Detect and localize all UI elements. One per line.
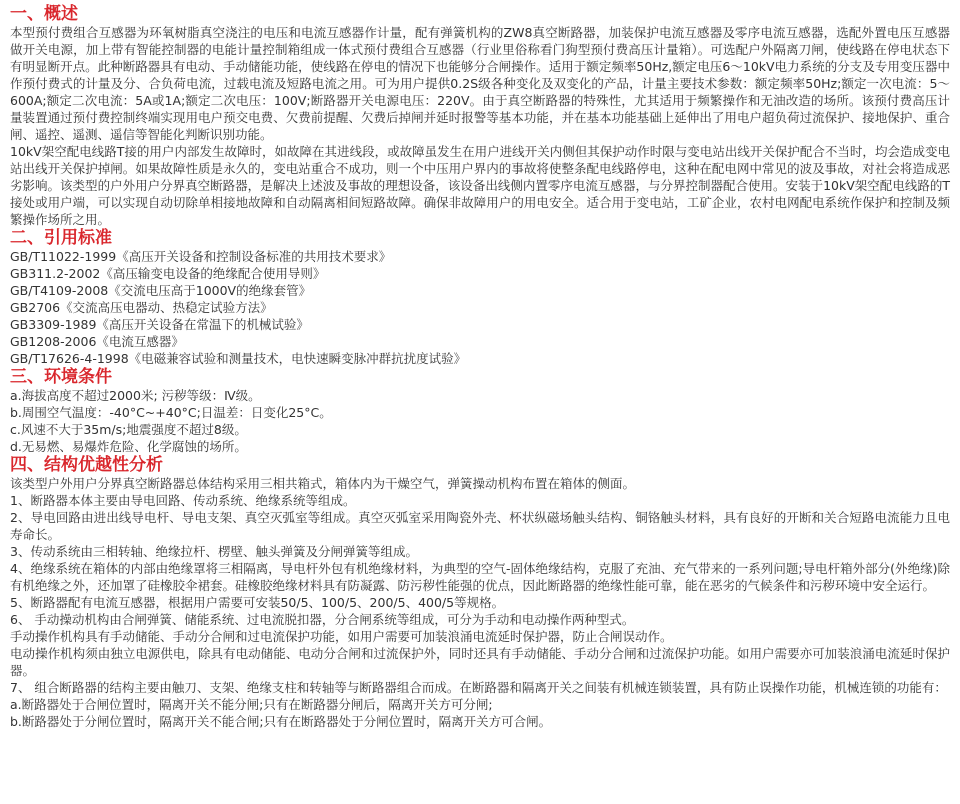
standard-item: GB/T11022-1999《高压开关设备和控制设备标准的共用技术要求》	[10, 249, 392, 264]
environment-item: d.无易燃、易爆炸危险、化学腐蚀的场所。	[10, 439, 247, 454]
section-heading-structure: 四、结构优越性分析	[10, 455, 163, 475]
standard-item: GB/T4109-2008《交流电压高于1000V的绝缘套管》	[10, 283, 312, 298]
standard-item: GB3309-1989《高压开关设备在常温下的机械试验》	[10, 317, 309, 332]
standard-item: GB311.2-2002《高压输变电设备的绝缘配合使用导则》	[10, 266, 326, 281]
section-heading-environment: 三、环境条件	[10, 367, 112, 387]
structure-paragraph: 7、 组合断路器的结构主要由触刀、支架、绝缘支柱和转轴等与断路器组合而成。在断路器和隔离开关之间装有机械连锁装置，具有防止误操作功能，机械连锁的功能有：	[10, 680, 947, 695]
environment-item: a.海拔高度不超过2000米; 污秽等级：Ⅳ级。	[10, 388, 261, 403]
overview-paragraph-1: 本型预付费组合互感器为环氧树脂真空浇注的电压和电流互感器作计量，配有弹簧机构的ZW8真空断路器，加装保护电流互感器及零序电流互感器，选配外置电压互感器做开关电源，加上带有智能控制器的电能计量控制箱组成一体式预付费组合互感器（行业里俗称看门狗型预付费高压计量箱）。可选配户外隔离刀闸，使线路在停电状态下有明显断开点。此种断路器具有电动、手动储能功能，使线路在停电的情况下也能够分合闸操作。适用于额定频率50Hz,额定电压6～10kV电力系统的分支及专用变压器中作预付费式的计量及分、合负荷电流，过载电流及短路电流之用。可为用户提供0.2S级各种变化及双变化的产品，计量主要技术参数：额定频率50Hz;额定一次电流：5～600A;额定二次电流：5A或1A;额定二次电压：100V;断路器开关电源电压：220V。由于真空断路器的特殊性，尤其适用于频繁操作和无油改造的场所。该预付费高压计量装置通过预付费控制终端实现用电户预交电费、欠费前提醒、欠费后掉闸并延时报警等基本功能，并在基本功能基础上延伸出了用电户超负荷过流保护、接地保护、重合闸、遥控、遥测、遥信等智能化判断识别功能。	[10, 25, 950, 142]
environment-item: c.风速不大于35m/s;地震强度不超过8级。	[10, 422, 247, 437]
section-heading-standards: 二、引用标准	[10, 228, 112, 248]
structure-paragraph: 2、导电回路由进出线导电杆、导电支架、真空灭弧室等组成。真空灭弧室采用陶瓷外壳、杯状纵磁场触头结构、铜铬触头材料，具有良好的开断和关合短路电流能力且电寿命长。	[10, 510, 950, 542]
section-heading-overview: 一、概述	[10, 4, 78, 24]
overview-paragraph-2: 10kV架空配电线路T接的用户内部发生故障时，如故障在其进线段，或故障虽发生在用户进线开关内侧但其保护动作时限与变电站出线开关保护配合不当时，均会造成变电站出线开关保护掉闸。如果故障性质是永久的，变电站重合不成功，则一个中压用户界内的事故将使整条配电线路停电，这种在配电网中常见的波及事故，对社会将造成恶劣影响。该类型的户外用户分界真空断路器，是解决上述波及事故的理想设备，该设备出线侧内置零序电流互感器，与分界控制器配合使用。安装于10kV架空配电线路的T接处或用户端，可以实现自动切除单相接地故障和自动隔离相间短路故障。确保非故障用户的用电安全。适合用于变电站，工矿企业，农村电网配电系统作保护和控制及频繁操作场所之用。	[10, 144, 950, 227]
standard-item: GB2706《交流高压电器动、热稳定试验方法》	[10, 300, 273, 315]
structure-paragraph: 该类型户外用户分界真空断路器总体结构采用三相共箱式，箱体内为干燥空气，弹簧操动机构布置在箱体的侧面。	[10, 476, 636, 491]
structure-paragraph: 5、断路器配有电流互感器，根据用户需要可安装50/5、100/5、200/5、400/5等规格。	[10, 595, 505, 610]
structure-paragraph: 1、断路器本体主要由导电回路、传动系统、绝缘系统等组成。	[10, 493, 356, 508]
structure-paragraph: a.断路器处于合闸位置时，隔离开关不能分闸;只有在断路器分闸后，隔离开关方可分闸;	[10, 697, 493, 712]
standard-item: GB1208-2006《电流互感器》	[10, 334, 184, 349]
standard-item: GB/T17626-4-1998《电磁兼容试验和测量技术，电快速瞬变脉冲群抗扰度试验》	[10, 351, 467, 366]
structure-paragraph: 6、 手动操动机构由合闸弹簧、储能系统、过电流脱扣器，分合闸系统等组成，可分为手动和电动操作两种型式。	[10, 612, 635, 627]
structure-paragraph: 4、绝缘系统在箱体的内部由绝缘罩将三相隔离，导电杆外包有机绝缘材料，为典型的空气-固体绝缘结构，克服了充油、充气带来的一系列问题;导电杆箱外部分(外绝缘)除有机绝缘之外，还加罩了硅橡胶伞裙套。硅橡胶绝缘材料具有防凝露、防污秽性能强的优点，因此断路器的绝缘性能可靠，能在恶劣的气候条件和污秽环境中安全运行。	[10, 561, 950, 593]
structure-paragraph: 3、传动系统由三相转轴、绝缘拉杆、楞壁、触头弹簧及分闸弹簧等组成。	[10, 544, 418, 559]
environment-item: b.周围空气温度：-40°C~+40°C;日温差：日变化25°C。	[10, 405, 332, 420]
structure-paragraph: 手动操作机构具有手动储能、手动分合闸和过电流保护功能，如用户需要可加装浪涌电流延时保护器，防止合闸误动作。	[10, 629, 673, 644]
structure-paragraph: b.断路器处于分闸位置时，隔离开关不能合闸;只有在断路器处于分闸位置时，隔离开关方可合闸。	[10, 714, 552, 729]
structure-paragraph: 电动操作机构须由独立电源供电，除具有电动储能、电动分合闸和过流保护外，同时还具有手动储能、手动分合闸和过流保护功能。如用户需要亦可加装浪涌电流延时保护器。	[10, 646, 950, 678]
